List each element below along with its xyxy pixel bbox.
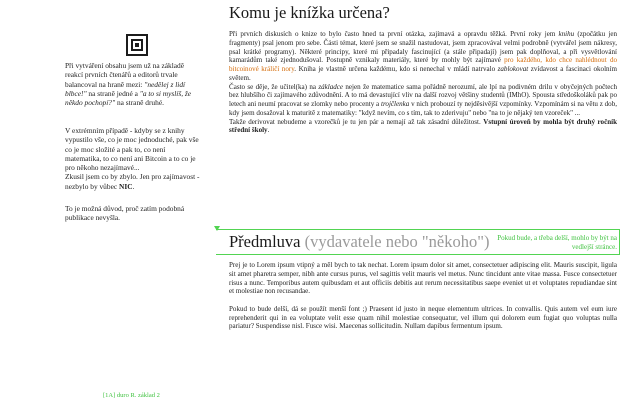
annotation-frame-bottom [216, 254, 620, 255]
maze-logo-icon [126, 34, 148, 56]
sidebar-paragraph-3: To je možná důvod, proč zatím podobná publikace nevyšla. [65, 204, 185, 223]
sidebar-paragraph-2: V extrémním případě - kdyby se z knihy vypustilo vše, co je moc jednoduché, pak vše co je moc složité a pak to, co není matematika, to co není ani Bitcoin a to co je pro někoho nezajímavé... Zkusil jsem co by zbylo. Jen pro zajímavost - nezbylo by vůbec NIC. [65, 126, 200, 191]
bold-statement: Vstupní úroveň by mohla být druhý ročník střední školy [229, 117, 617, 135]
section-heading-preface: Předmluva (vydavatele nebo "někoho") [229, 232, 490, 251]
section-subheading: (vydavatele nebo "někoho") [304, 232, 490, 251]
sidebar-paragraph-1: Při vytváření obsahu jsem už na základě reakcí prvních čtenářů a editorů trvale balancoval na hraně mezi: "nedělej z lidí blbce!" na straně jedné a "a to si myslíš, že někdo pochopí?" na straně druhé. [65, 61, 192, 108]
section-audience-body: Při prvních diskusích o knize to bylo často hned ta první otázka, zajímavá a opravdu těžká. První roky jem knihu (zpočátku jen fragmenty) psal jenom pro sebe. Části témat, které jsem se snažil nastudovat, jsem zpracovával velmi podrobně (vytvářel jsem nákresy, psal krátké programy). Některé principy, které mi připadaly fascinující (a stále připadají) jsem pak doplňoval, a při vysvětlování kamarádům také zjednodušoval. Postupně vznikaly materiály, které by mohly být zajímavé pro každého, kdo chce nahlédnout do bitcoinové králičí nory. Kniha je vlastně určena každému, kdo si nenechal v mládí natrvalo zablokovat zvídavost a fascinaci okolním světem. Často se děje, že učitel(ka) na základce nejen že matematice sama pořádně nerozumí, ale lpí na podivném drilu v obyčejných počtech bez hlubšího či zajímavého zdůvodnění. A to má devastující vliv na další rozvoj většiny studentů (IMhO). Spousta středoškoláků pak po letech ani neumí pracovat se zlomky nebo procenty a trojčlenka v nich probouzí ty nejděsivější vzpomínky. Vzpomínám si na větu z dob, kdy jsem dosažoval k maturitě z matematiky: "když nevím, co s tím, tak to zderivuju" nebo "na to je nějaký ten vzoreček" ... Takže derivovat nebudeme a vzorečků je tu jen pár a nemají až tak zásadní důležitost. Vstupní úroveň by mohla být druhý ročník střední školy. [229, 30, 617, 135]
margin-note: Pokud bude, a třeba delší, mohlo by být na vedlejší stránce. [497, 234, 617, 251]
quote-2: "a to si myslíš, že někdo pochopí?" [65, 88, 192, 108]
quote-1: "nedělej z lidí blbce!" [65, 79, 186, 98]
highlighted-phrase: pro každého, kdo chce nahlédnout do bitcoinové králičí nory [229, 56, 617, 73]
section-heading-audience: Komu je knížka určena? [229, 3, 390, 22]
annotation-frame-top [216, 229, 620, 230]
annotation-arrow-icon [214, 226, 220, 231]
footer-note: [1A] duro R. základ 2 [103, 392, 160, 399]
annotation-frame-side [619, 229, 620, 255]
section-preface-body: Prej je to Lorem ipsum vtipný a měl bych to tak nechat. Lorem ipsum dolor sit amet, consectetuer adipiscing elit. Mauris suscipit, ligula sit amet pharetra semper, nibh ante cursus purus, vel sagittis velit mauris vel metus. Nunc tincidunt ante vitae massa. Fusce consectetuer risus a nunc. Temporibus autem quibusdam et aut officiis debitis aut rerum necessitatibus saepe eveniet ut et voluptates repudiandae sint et molestiae non recusandae. Pokud to bude delší, dá se použít menší font ;) Praesent id justo in neque elementum ultrices. In convallis. Quis autem vel eum iure reprehenderit qui in ea voluptate velit esse quam nihil molestiae consequatur, vel illum qui dolorem eum fugiat quo voluptas nulla pariatur? Suspendisse nisl. Fusce wisi. Maecenas sollicitudin. Nullam dapibus fermentum ipsum. [229, 261, 617, 331]
